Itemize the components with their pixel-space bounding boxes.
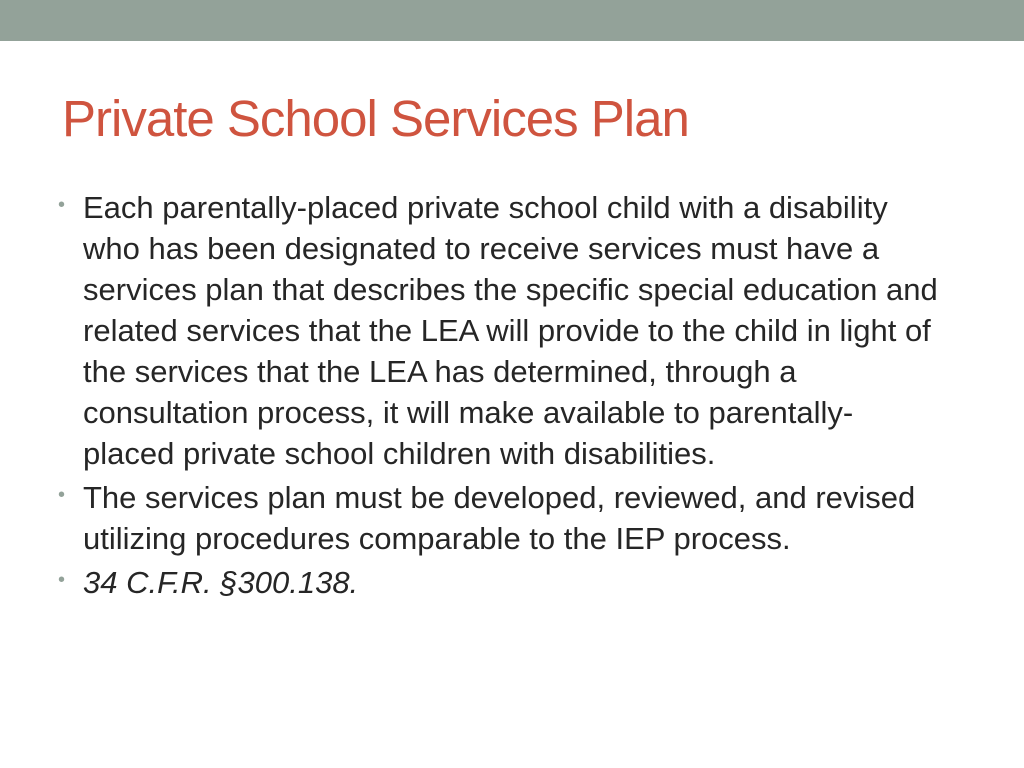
- bullet-item-citation: [58, 562, 938, 603]
- bullet-dot-icon: •: [58, 484, 66, 506]
- bullet-item: [58, 477, 938, 559]
- top-accent-band: [0, 0, 1024, 41]
- bullet-dot-icon: •: [58, 194, 66, 216]
- citation-text: 34 C.F.R. §300.138.: [83, 565, 359, 600]
- bullet-item: [58, 187, 938, 474]
- bullet-list: [58, 187, 938, 606]
- bullet-dot-icon: •: [58, 569, 66, 591]
- bullet-text: Each parentally-placed private school child with a disability who has been designated to receive services must have a services plan that describes the specific special education and related services that the LEA will provide to the child in light of the services that the LEA has determined, through a consultation process, it will make available to parentally-placed private school children with disabilities.: [83, 190, 938, 471]
- slide-title: Private School Services Plan: [62, 90, 689, 147]
- bullet-text: The services plan must be developed, reviewed, and revised utilizing procedures comparable to the IEP process.: [83, 480, 916, 556]
